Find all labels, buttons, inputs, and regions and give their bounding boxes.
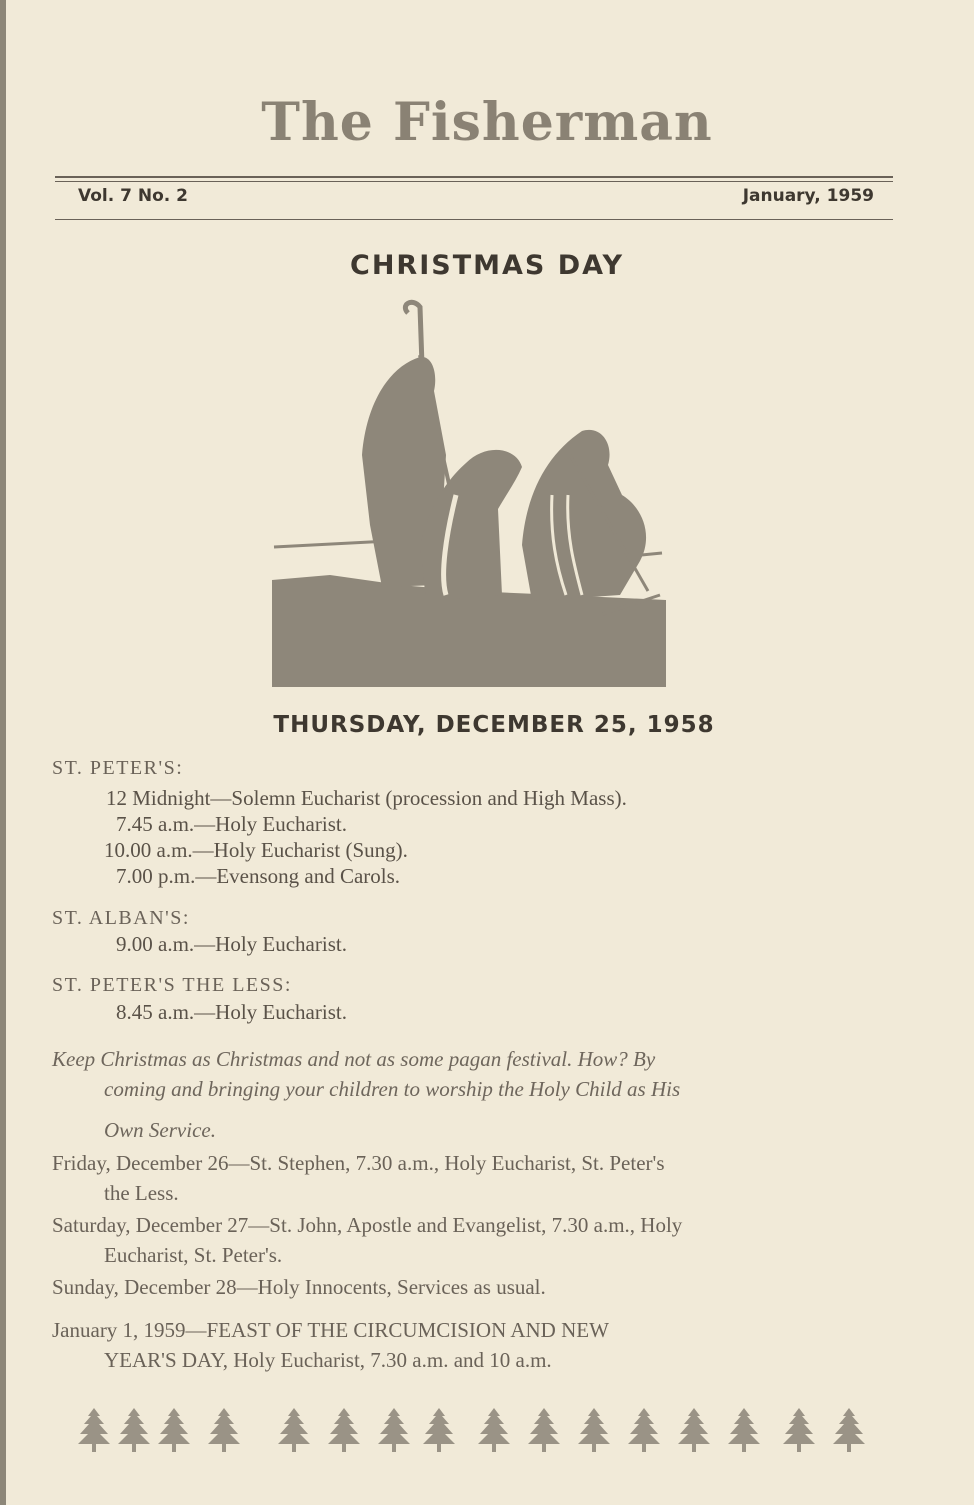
exhortation-line: Own Service. xyxy=(104,1118,216,1142)
masthead-title: The Fisherman xyxy=(261,92,713,153)
notice-line: Sunday, December 28—Holy Innocents, Services as usual. xyxy=(52,1275,546,1299)
masthead-rule-top-thin xyxy=(55,181,893,182)
notice-line: Friday, December 26—St. Stephen, 7.30 a.m., Holy Eucharist, St. Peter's xyxy=(52,1151,665,1175)
page-binding-edge xyxy=(0,0,6,1505)
service-date-heading: THURSDAY, DECEMBER 25, 1958 xyxy=(273,712,715,738)
service-time-line: 7.45 a.m.—Holy Eucharist. xyxy=(116,812,347,836)
notice-line: the Less. xyxy=(104,1181,179,1205)
exhortation-line: coming and bringing your children to worship the Holy Child as His xyxy=(104,1077,681,1101)
notice-line: Saturday, December 27—St. John, Apostle and Evangelist, 7.30 a.m., Holy xyxy=(52,1213,683,1237)
notice-item xyxy=(52,1315,892,1375)
notice-item xyxy=(52,1148,892,1208)
church-heading-st-albans: ST. ALBAN'S: xyxy=(52,907,190,929)
christmas-trees-border-icon xyxy=(78,1408,868,1453)
service-time-line: 12 Midnight—Solemn Eucharist (procession and High Mass). xyxy=(106,786,627,810)
notice-line: YEAR'S DAY, Holy Eucharist, 7.30 a.m. and 10 a.m. xyxy=(104,1348,552,1372)
masthead-rule-top xyxy=(55,176,893,178)
issue-date: January, 1959 xyxy=(742,186,874,206)
service-time-line: 9.00 a.m.—Holy Eucharist. xyxy=(116,932,347,956)
christmas-exhortation xyxy=(52,1044,892,1104)
exhortation-line: Keep Christmas as Christmas and not as some pagan festival. How? By xyxy=(52,1047,656,1071)
service-time-line: 7.00 p.m.—Evensong and Carols. xyxy=(116,864,401,888)
church-heading-st-peters: ST. PETER'S: xyxy=(52,757,184,779)
christmas-exhortation-end xyxy=(52,1115,892,1145)
church-heading-st-peters-the-less: ST. PETER'S THE LESS: xyxy=(52,974,292,996)
notice-item xyxy=(52,1272,892,1302)
notice-line: January 1, 1959—FEAST OF THE CIRCUMCISION AND NEW xyxy=(52,1318,609,1342)
masthead-rule-bottom xyxy=(55,219,893,220)
service-time-line: 10.00 a.m.—Holy Eucharist (Sung). xyxy=(104,838,408,862)
shepherds-nativity-illustration xyxy=(270,295,666,687)
issue-volume: Vol. 7 No. 2 xyxy=(78,186,188,206)
notice-line: Eucharist, St. Peter's. xyxy=(104,1243,283,1267)
service-time-line: 8.45 a.m.—Holy Eucharist. xyxy=(116,1000,347,1024)
page-title: CHRISTMAS DAY xyxy=(350,250,624,281)
notice-item xyxy=(52,1210,892,1270)
